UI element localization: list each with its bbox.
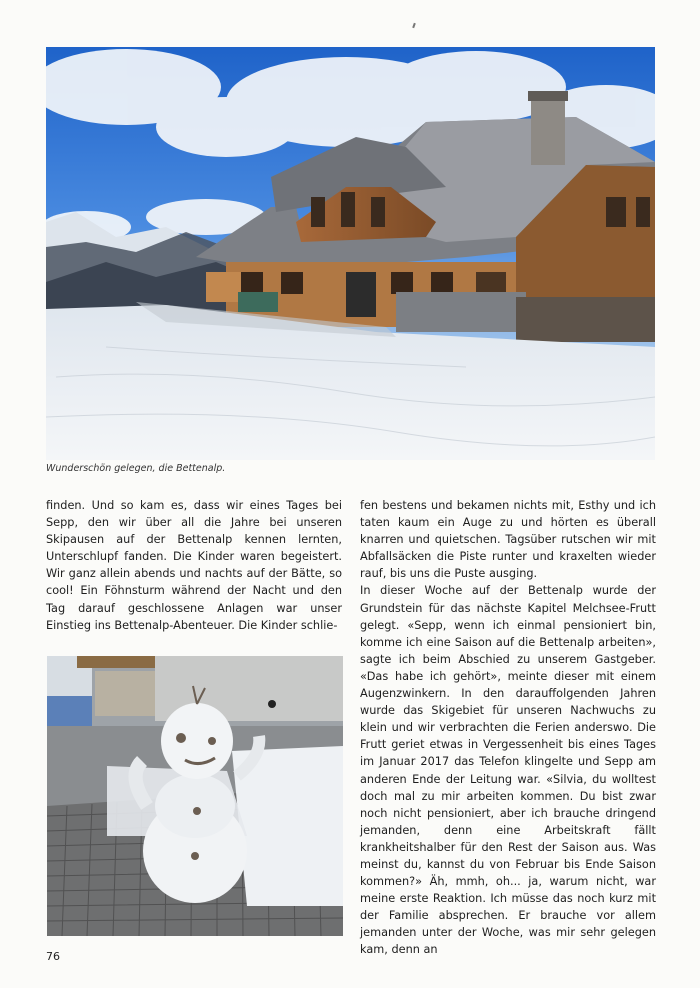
hero-photo-caption: Wunderschön gelegen, die Bettenalp. bbox=[46, 463, 226, 474]
article-paragraph: finden. Und so kam es, dass wir eines Tages bei Sepp, den wir über all die Jahre bei unseren Skipausen auf der Bettenalp kennen lernten, Unterschlupf fanden. Die Kinder waren begeistert. Wir ganz allein abends und nachts auf der Bätte, so cool! Ein Föhnsturm während der Nacht und den Tag darauf geschlossene Anlagen war unser Einstieg ins Bettenalp-Abenteuer. Die Kinder schlie- bbox=[46, 499, 342, 632]
snowman-photo bbox=[47, 656, 343, 936]
article-left-column bbox=[46, 497, 342, 634]
article-paragraph-2: In dieser Woche auf der Bettenalp wurde der Grundstein für das nächste Kapitel Melchsee-Frutt gelegt. «Sepp, wenn ich einmal pensioniert bin, komme ich eine Saison auf die Bettenalp arbeiten», sagte ich beim Abschied zu unserem Gastgeber. «Das habe ich gehört», meinte dieser mit einem Augenzwinkern. In den darauffolgenden Jahren wurde das Skigebiet für unseren Nachwuchs zu klein und wir verbrachten die Ferien anderswo. Die Frutt geriet etwas in Vergessenheit bis eines Tages im Januar 2017 das Telefon klingelte und Sepp am anderen Ende der Leitung war. «Silvia, du wolltest doch mal zu mir arbeiten kommen. Du bist zwar noch nicht pensioniert, aber ich brauche dringend jemanden, denn eine Arbeitskraft fällt krankheitshalber für den Rest der Saison aus. Was meinst du, kannst du von Februar bis Ende Saison kommen?» Äh, mmh, oh... ja, warum nicht, war meine erste Reaktion. Ich müsse das noch kurz mit der Familie absprechen. Er brauche vor allem jemanden unter der Woche, was mir sehr gelegen kam, denn an bbox=[360, 584, 656, 957]
page-number: 76 bbox=[46, 950, 60, 963]
article-right-column bbox=[360, 497, 656, 959]
scan-speck bbox=[412, 23, 416, 28]
article-paragraph-1: fen bestens und bekamen nichts mit, Esthy und ich taten kaum ein Auge zu und hörten es überall knarren und quietschen. Tagsüber rutschen wir mit Abfallsäcken die Piste runter und kraxelten wieder rauf, bis uns die Puste ausging. bbox=[360, 499, 656, 581]
hero-photo-bettenalp-hut bbox=[46, 47, 655, 460]
